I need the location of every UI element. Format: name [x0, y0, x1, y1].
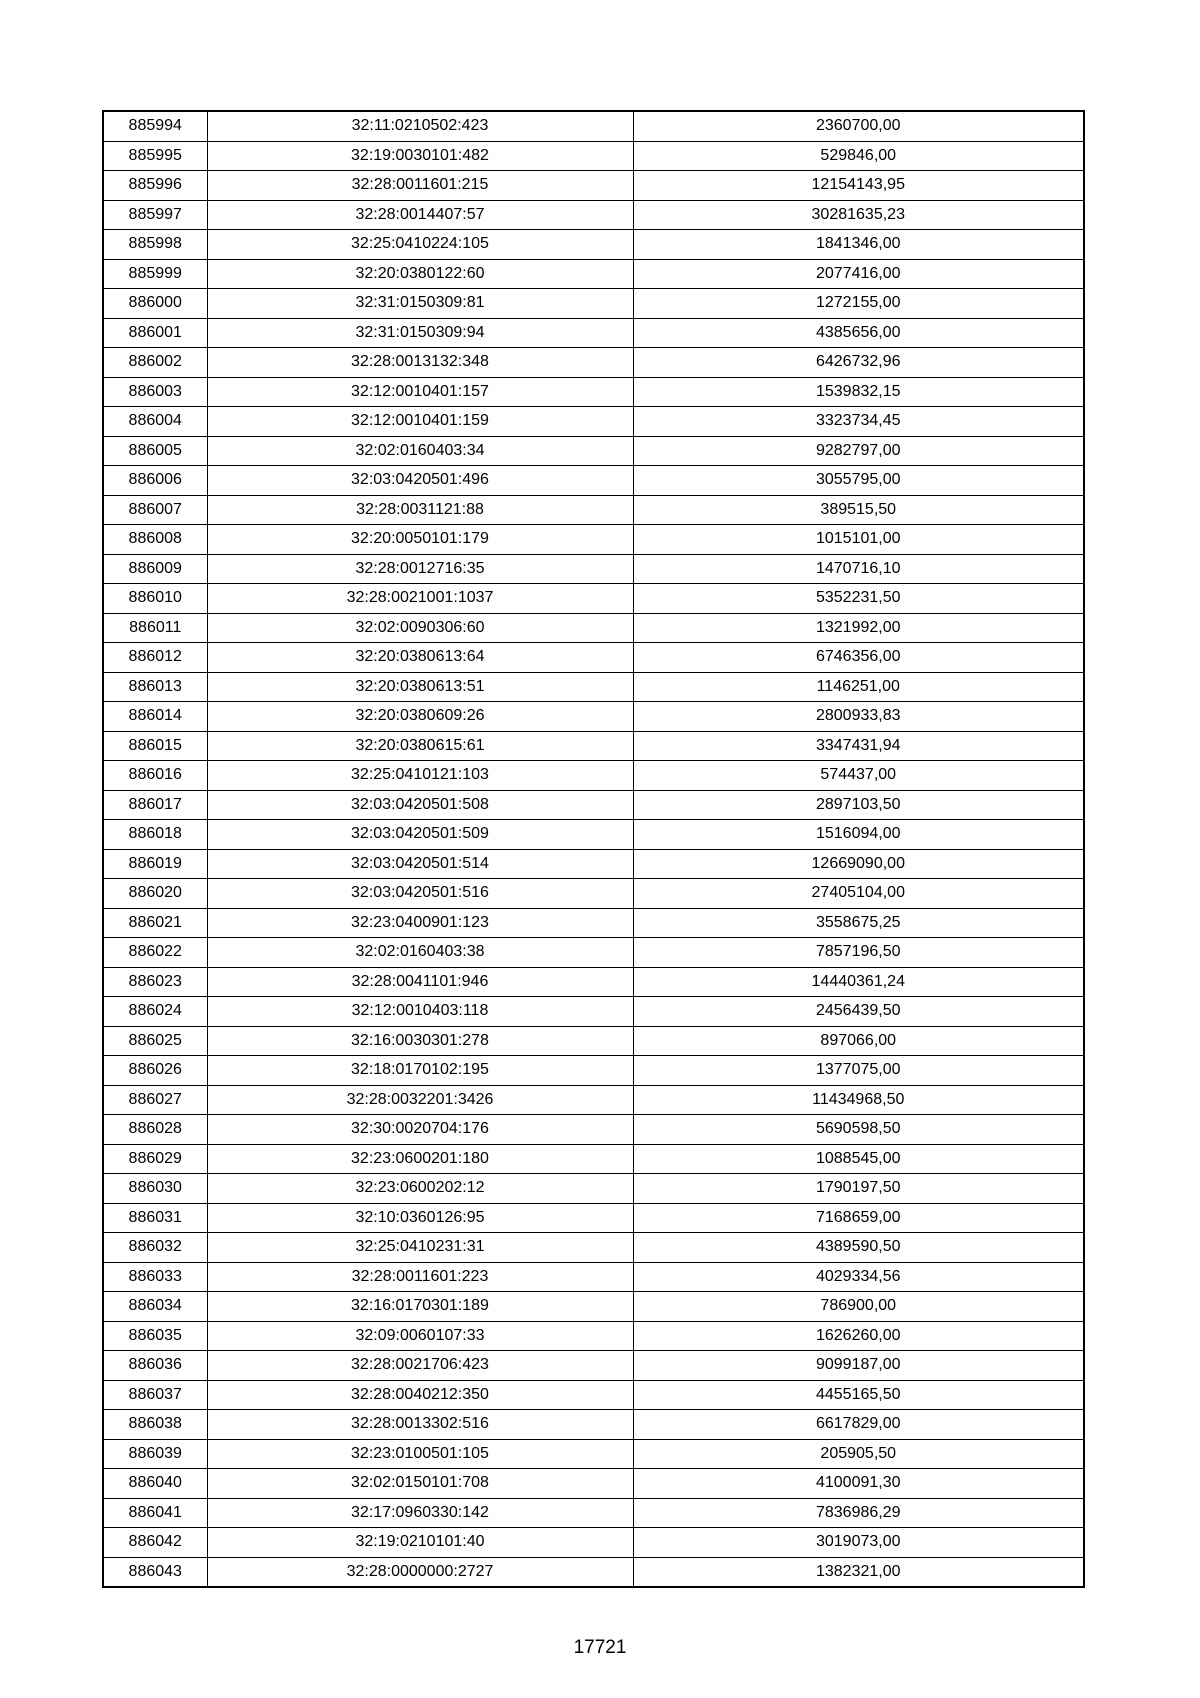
- record-id-cell: 886041: [103, 1498, 207, 1528]
- value-cell: 6746356,00: [633, 643, 1084, 673]
- cadastral-number-cell: 32:19:0030101:482: [207, 141, 633, 171]
- cadastral-number-cell: 32:12:0010403:118: [207, 997, 633, 1027]
- value-cell: 14440361,24: [633, 967, 1084, 997]
- record-id-cell: 886026: [103, 1056, 207, 1086]
- value-cell: 7857196,50: [633, 938, 1084, 968]
- cadastral-number-cell: 32:28:0014407:57: [207, 200, 633, 230]
- table-row: [103, 1321, 1084, 1351]
- value-cell: 2077416,00: [633, 259, 1084, 289]
- table-row: [103, 1439, 1084, 1469]
- cadastral-number-cell: 32:28:0031121:88: [207, 495, 633, 525]
- cadastral-number-cell: 32:12:0010401:159: [207, 407, 633, 437]
- value-cell: 1539832,15: [633, 377, 1084, 407]
- record-id-cell: 886000: [103, 289, 207, 319]
- table-row: [103, 1557, 1084, 1587]
- cadastral-number-cell: 32:20:0380122:60: [207, 259, 633, 289]
- table-row: [103, 525, 1084, 555]
- value-cell: 3055795,00: [633, 466, 1084, 496]
- table-row: [103, 1380, 1084, 1410]
- cadastral-number-cell: 32:20:0380613:51: [207, 672, 633, 702]
- value-cell: 5352231,50: [633, 584, 1084, 614]
- table-row: [103, 259, 1084, 289]
- value-cell: 1377075,00: [633, 1056, 1084, 1086]
- value-cell: 4029334,56: [633, 1262, 1084, 1292]
- value-cell: 30281635,23: [633, 200, 1084, 230]
- value-cell: 9099187,00: [633, 1351, 1084, 1381]
- table-row: [103, 554, 1084, 584]
- value-cell: 9282797,00: [633, 436, 1084, 466]
- record-id-cell: 886013: [103, 672, 207, 702]
- record-id-cell: 886042: [103, 1528, 207, 1558]
- value-cell: 12669090,00: [633, 849, 1084, 879]
- table-row: [103, 849, 1084, 879]
- table-row: [103, 1026, 1084, 1056]
- record-id-cell: 885999: [103, 259, 207, 289]
- value-cell: 3323734,45: [633, 407, 1084, 437]
- value-cell: 1272155,00: [633, 289, 1084, 319]
- table-row: [103, 1498, 1084, 1528]
- cadastral-number-cell: 32:16:0030301:278: [207, 1026, 633, 1056]
- value-cell: 1088545,00: [633, 1144, 1084, 1174]
- value-cell: 1790197,50: [633, 1174, 1084, 1204]
- table-row: [103, 702, 1084, 732]
- cadastral-number-cell: 32:19:0210101:40: [207, 1528, 633, 1558]
- cadastral-number-cell: 32:28:0040212:350: [207, 1380, 633, 1410]
- records-table-body: [103, 111, 1084, 1587]
- value-cell: 7168659,00: [633, 1203, 1084, 1233]
- table-row: [103, 1262, 1084, 1292]
- record-id-cell: 886031: [103, 1203, 207, 1233]
- value-cell: 6617829,00: [633, 1410, 1084, 1440]
- cadastral-number-cell: 32:20:0380609:26: [207, 702, 633, 732]
- cadastral-number-cell: 32:03:0420501:509: [207, 820, 633, 850]
- record-id-cell: 886009: [103, 554, 207, 584]
- cadastral-number-cell: 32:03:0420501:514: [207, 849, 633, 879]
- table-row: [103, 761, 1084, 791]
- table-row: [103, 1174, 1084, 1204]
- record-id-cell: 886003: [103, 377, 207, 407]
- cadastral-number-cell: 32:10:0360126:95: [207, 1203, 633, 1233]
- cadastral-number-cell: 32:28:0000000:2727: [207, 1557, 633, 1587]
- table-row: [103, 1292, 1084, 1322]
- table-row: [103, 1203, 1084, 1233]
- table-row: [103, 584, 1084, 614]
- table-row: [103, 643, 1084, 673]
- record-id-cell: 886002: [103, 348, 207, 378]
- table-row: [103, 466, 1084, 496]
- record-id-cell: 886030: [103, 1174, 207, 1204]
- value-cell: 1146251,00: [633, 672, 1084, 702]
- table-row: [103, 407, 1084, 437]
- records-table: [102, 110, 1085, 1588]
- value-cell: 4455165,50: [633, 1380, 1084, 1410]
- table-row: [103, 111, 1084, 141]
- table-row: [103, 348, 1084, 378]
- value-cell: 1841346,00: [633, 230, 1084, 260]
- value-cell: 3558675,25: [633, 908, 1084, 938]
- value-cell: 11434968,50: [633, 1085, 1084, 1115]
- record-id-cell: 886001: [103, 318, 207, 348]
- table-row: [103, 967, 1084, 997]
- record-id-cell: 885995: [103, 141, 207, 171]
- record-id-cell: 886024: [103, 997, 207, 1027]
- value-cell: 1015101,00: [633, 525, 1084, 555]
- record-id-cell: 886022: [103, 938, 207, 968]
- cadastral-number-cell: 32:31:0150309:94: [207, 318, 633, 348]
- cadastral-number-cell: 32:30:0020704:176: [207, 1115, 633, 1145]
- record-id-cell: 886016: [103, 761, 207, 791]
- value-cell: 574437,00: [633, 761, 1084, 791]
- cadastral-number-cell: 32:03:0420501:496: [207, 466, 633, 496]
- record-id-cell: 886006: [103, 466, 207, 496]
- table-row: [103, 141, 1084, 171]
- cadastral-number-cell: 32:28:0021706:423: [207, 1351, 633, 1381]
- value-cell: 27405104,00: [633, 879, 1084, 909]
- cadastral-number-cell: 32:23:0600201:180: [207, 1144, 633, 1174]
- cadastral-number-cell: 32:17:0960330:142: [207, 1498, 633, 1528]
- value-cell: 2800933,83: [633, 702, 1084, 732]
- record-id-cell: 886014: [103, 702, 207, 732]
- cadastral-number-cell: 32:28:0012716:35: [207, 554, 633, 584]
- cadastral-number-cell: 32:31:0150309:81: [207, 289, 633, 319]
- value-cell: 1321992,00: [633, 613, 1084, 643]
- table-row: [103, 997, 1084, 1027]
- table-row: [103, 171, 1084, 201]
- record-id-cell: 886008: [103, 525, 207, 555]
- cadastral-number-cell: 32:02:0160403:38: [207, 938, 633, 968]
- value-cell: 4389590,50: [633, 1233, 1084, 1263]
- table-row: [103, 1115, 1084, 1145]
- table-row: [103, 613, 1084, 643]
- cadastral-number-cell: 32:11:0210502:423: [207, 111, 633, 141]
- table-row: [103, 908, 1084, 938]
- value-cell: 205905,50: [633, 1439, 1084, 1469]
- record-id-cell: 886023: [103, 967, 207, 997]
- record-id-cell: 886019: [103, 849, 207, 879]
- table-row: [103, 1085, 1084, 1115]
- cadastral-number-cell: 32:02:0090306:60: [207, 613, 633, 643]
- cadastral-number-cell: 32:23:0600202:12: [207, 1174, 633, 1204]
- record-id-cell: 886033: [103, 1262, 207, 1292]
- value-cell: 2360700,00: [633, 111, 1084, 141]
- value-cell: 389515,50: [633, 495, 1084, 525]
- record-id-cell: 885997: [103, 200, 207, 230]
- table-row: [103, 1351, 1084, 1381]
- record-id-cell: 886007: [103, 495, 207, 525]
- cadastral-number-cell: 32:23:0100501:105: [207, 1439, 633, 1469]
- record-id-cell: 886021: [103, 908, 207, 938]
- record-id-cell: 886020: [103, 879, 207, 909]
- record-id-cell: 886018: [103, 820, 207, 850]
- value-cell: 3347431,94: [633, 731, 1084, 761]
- value-cell: 6426732,96: [633, 348, 1084, 378]
- table-row: [103, 938, 1084, 968]
- record-id-cell: 886043: [103, 1557, 207, 1587]
- cadastral-number-cell: 32:20:0050101:179: [207, 525, 633, 555]
- value-cell: 786900,00: [633, 1292, 1084, 1322]
- record-id-cell: 885996: [103, 171, 207, 201]
- cadastral-number-cell: 32:03:0420501:508: [207, 790, 633, 820]
- cadastral-number-cell: 32:28:0011601:223: [207, 1262, 633, 1292]
- value-cell: 4100091,30: [633, 1469, 1084, 1499]
- record-id-cell: 886029: [103, 1144, 207, 1174]
- cadastral-number-cell: 32:25:0410231:31: [207, 1233, 633, 1263]
- cadastral-number-cell: 32:09:0060107:33: [207, 1321, 633, 1351]
- value-cell: 3019073,00: [633, 1528, 1084, 1558]
- record-id-cell: 886040: [103, 1469, 207, 1499]
- table-row: [103, 879, 1084, 909]
- record-id-cell: 886036: [103, 1351, 207, 1381]
- record-id-cell: 886017: [103, 790, 207, 820]
- record-id-cell: 885994: [103, 111, 207, 141]
- record-id-cell: 886012: [103, 643, 207, 673]
- table-row: [103, 1144, 1084, 1174]
- cadastral-number-cell: 32:28:0041101:946: [207, 967, 633, 997]
- cadastral-number-cell: 32:18:0170102:195: [207, 1056, 633, 1086]
- table-row: [103, 289, 1084, 319]
- record-id-cell: 886034: [103, 1292, 207, 1322]
- record-id-cell: 886028: [103, 1115, 207, 1145]
- cadastral-number-cell: 32:23:0400901:123: [207, 908, 633, 938]
- value-cell: 7836986,29: [633, 1498, 1084, 1528]
- table-row: [103, 377, 1084, 407]
- value-cell: 4385656,00: [633, 318, 1084, 348]
- record-id-cell: 886027: [103, 1085, 207, 1115]
- record-id-cell: 886011: [103, 613, 207, 643]
- cadastral-number-cell: 32:16:0170301:189: [207, 1292, 633, 1322]
- cadastral-number-cell: 32:02:0150101:708: [207, 1469, 633, 1499]
- cadastral-number-cell: 32:20:0380613:64: [207, 643, 633, 673]
- record-id-cell: 886015: [103, 731, 207, 761]
- value-cell: 12154143,95: [633, 171, 1084, 201]
- record-id-cell: 886032: [103, 1233, 207, 1263]
- cadastral-number-cell: 32:28:0013302:516: [207, 1410, 633, 1440]
- table-row: [103, 731, 1084, 761]
- record-id-cell: 886038: [103, 1410, 207, 1440]
- cadastral-number-cell: 32:12:0010401:157: [207, 377, 633, 407]
- cadastral-number-cell: 32:03:0420501:516: [207, 879, 633, 909]
- value-cell: 1626260,00: [633, 1321, 1084, 1351]
- record-id-cell: 886025: [103, 1026, 207, 1056]
- table-row: [103, 1233, 1084, 1263]
- record-id-cell: 886037: [103, 1380, 207, 1410]
- table-row: [103, 318, 1084, 348]
- table-row: [103, 1410, 1084, 1440]
- value-cell: 1470716,10: [633, 554, 1084, 584]
- table-row: [103, 1528, 1084, 1558]
- value-cell: 2456439,50: [633, 997, 1084, 1027]
- record-id-cell: 886035: [103, 1321, 207, 1351]
- table-row: [103, 1056, 1084, 1086]
- table-row: [103, 820, 1084, 850]
- value-cell: 897066,00: [633, 1026, 1084, 1056]
- value-cell: 2897103,50: [633, 790, 1084, 820]
- table-row: [103, 436, 1084, 466]
- value-cell: 5690598,50: [633, 1115, 1084, 1145]
- cadastral-number-cell: 32:28:0021001:1037: [207, 584, 633, 614]
- record-id-cell: 886005: [103, 436, 207, 466]
- cadastral-number-cell: 32:28:0011601:215: [207, 171, 633, 201]
- table-row: [103, 200, 1084, 230]
- cadastral-number-cell: 32:25:0410224:105: [207, 230, 633, 260]
- cadastral-number-cell: 32:25:0410121:103: [207, 761, 633, 791]
- cadastral-number-cell: 32:28:0032201:3426: [207, 1085, 633, 1115]
- value-cell: 1516094,00: [633, 820, 1084, 850]
- value-cell: 1382321,00: [633, 1557, 1084, 1587]
- table-row: [103, 230, 1084, 260]
- value-cell: 529846,00: [633, 141, 1084, 171]
- table-row: [103, 1469, 1084, 1499]
- table-row: [103, 495, 1084, 525]
- record-id-cell: 886039: [103, 1439, 207, 1469]
- cadastral-number-cell: 32:20:0380615:61: [207, 731, 633, 761]
- page-number: 17721: [573, 1637, 627, 1658]
- cadastral-number-cell: 32:02:0160403:34: [207, 436, 633, 466]
- record-id-cell: 886004: [103, 407, 207, 437]
- record-id-cell: 885998: [103, 230, 207, 260]
- table-row: [103, 672, 1084, 702]
- cadastral-number-cell: 32:28:0013132:348: [207, 348, 633, 378]
- record-id-cell: 886010: [103, 584, 207, 614]
- table-row: [103, 790, 1084, 820]
